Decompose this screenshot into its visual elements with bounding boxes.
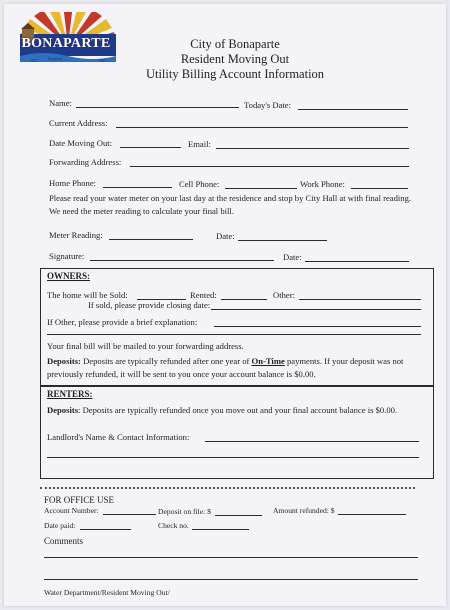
owners-deposits-text-a: Deposits are typically refunded after one year of [83,356,250,366]
home-phone-field[interactable] [103,187,172,188]
account-number-field[interactable] [103,514,156,515]
signature-date-field[interactable] [305,261,409,262]
if-other-field-line2[interactable] [47,334,421,335]
todays-date-label: Today's Date: [244,100,292,110]
check-no-label: Check no. [158,521,189,530]
owners-deposits-text-b: payments. If your deposit was not previously refunded, it will be sent to you once your account balance is $0.00. [47,356,404,379]
other-label: Other: [273,290,295,300]
email-field[interactable] [216,148,409,149]
deposit-on-file-label: Deposit on file: $ [158,507,211,516]
page-title: Utility Billing Account Information [145,67,325,81]
name-label: Name: [49,98,72,108]
rented-label: Rented: [190,290,217,300]
renters-deposits-label: Deposits [47,405,79,415]
renters-deposits-text: : Deposits are typically refunded once you move out and your final account balance is $0.00. [78,405,398,415]
name-field[interactable] [76,107,239,108]
cell-phone-label: Cell Phone: [179,179,220,189]
if-other-field[interactable] [214,326,421,327]
header-subtitle: Resident Moving Out [180,52,290,66]
current-address-label: Current Address: [49,118,108,128]
comments-line-2[interactable] [44,579,418,580]
final-bill-note: Your final bill will be mailed to your forwarding address. [47,341,244,351]
signature-date-label: Date: [283,252,302,262]
date-paid-field[interactable] [80,529,131,530]
renters-heading: RENTERS: [47,389,93,399]
meter-date-label: Date: [216,231,235,241]
forwarding-address-label: Forwarding Address: [49,157,122,167]
amount-refunded-field[interactable] [338,514,406,515]
city-logo [18,12,118,64]
work-phone-label: Work Phone: [300,179,345,189]
logo-founded: Founded [48,56,62,61]
logo-year-left: 1837 [30,58,38,63]
other-field[interactable] [299,299,421,300]
owners-deposits-note [47,355,427,380]
closing-date-field[interactable] [211,309,421,310]
deposit-on-file-field[interactable] [215,515,262,516]
meter-instructions: Please read your water meter on your last day at the residence and stop by City Hall at with final reading. We need the meter reading to calculate your final bill. [49,193,412,216]
cell-phone-field[interactable] [225,188,297,189]
meter-reading-label: Meter Reading: [49,230,103,240]
forwarding-address-field[interactable] [130,166,409,167]
ontime-emphasis: On-Time [251,356,285,366]
closing-date-label: If sold, please provide closing date: [88,300,211,310]
if-other-label: If Other, please provide a brief explanation: [47,317,198,327]
account-number-label: Account Number: [44,506,99,515]
date-paid-label: Date paid: [44,521,76,530]
footer-text: Water Department/Resident Moving Out/ [44,588,170,597]
home-phone-label: Home Phone: [49,178,97,188]
meter-reading-field[interactable] [109,239,193,240]
office-heading: FOR OFFICE USE [44,495,115,505]
rented-field[interactable] [221,299,267,300]
comments-line-1[interactable] [44,557,418,558]
sold-label: The home will be Sold: [47,290,128,300]
todays-date-field[interactable] [298,109,408,110]
landlord-field[interactable] [205,441,419,442]
logo-year-right: 1841 [98,58,106,63]
amount-refunded-label: Amount refunded: $ [273,506,335,515]
date-moving-out-field[interactable] [120,147,181,148]
landlord-field-line2[interactable] [47,457,419,458]
renters-deposits-note [47,404,427,417]
meter-date-field[interactable] [238,240,327,241]
header-city: City of Bonaparte [190,37,280,51]
comments-label: Comments [44,536,84,546]
signature-label: Signature: [49,251,85,261]
check-no-field[interactable] [192,529,249,530]
date-moving-out-label: Date Moving Out: [49,138,113,148]
owners-heading: OWNERS: [47,271,91,281]
office-divider [40,487,415,489]
current-address-field[interactable] [116,127,408,128]
owners-deposits-label: Deposits: [47,356,81,366]
landlord-label: Landlord's Name & Contact Information: [47,432,190,442]
logo-wordmark: BONAPARTE [21,36,111,51]
signature-field[interactable] [90,260,274,261]
work-phone-field[interactable] [351,188,408,189]
email-label: Email: [188,139,211,149]
